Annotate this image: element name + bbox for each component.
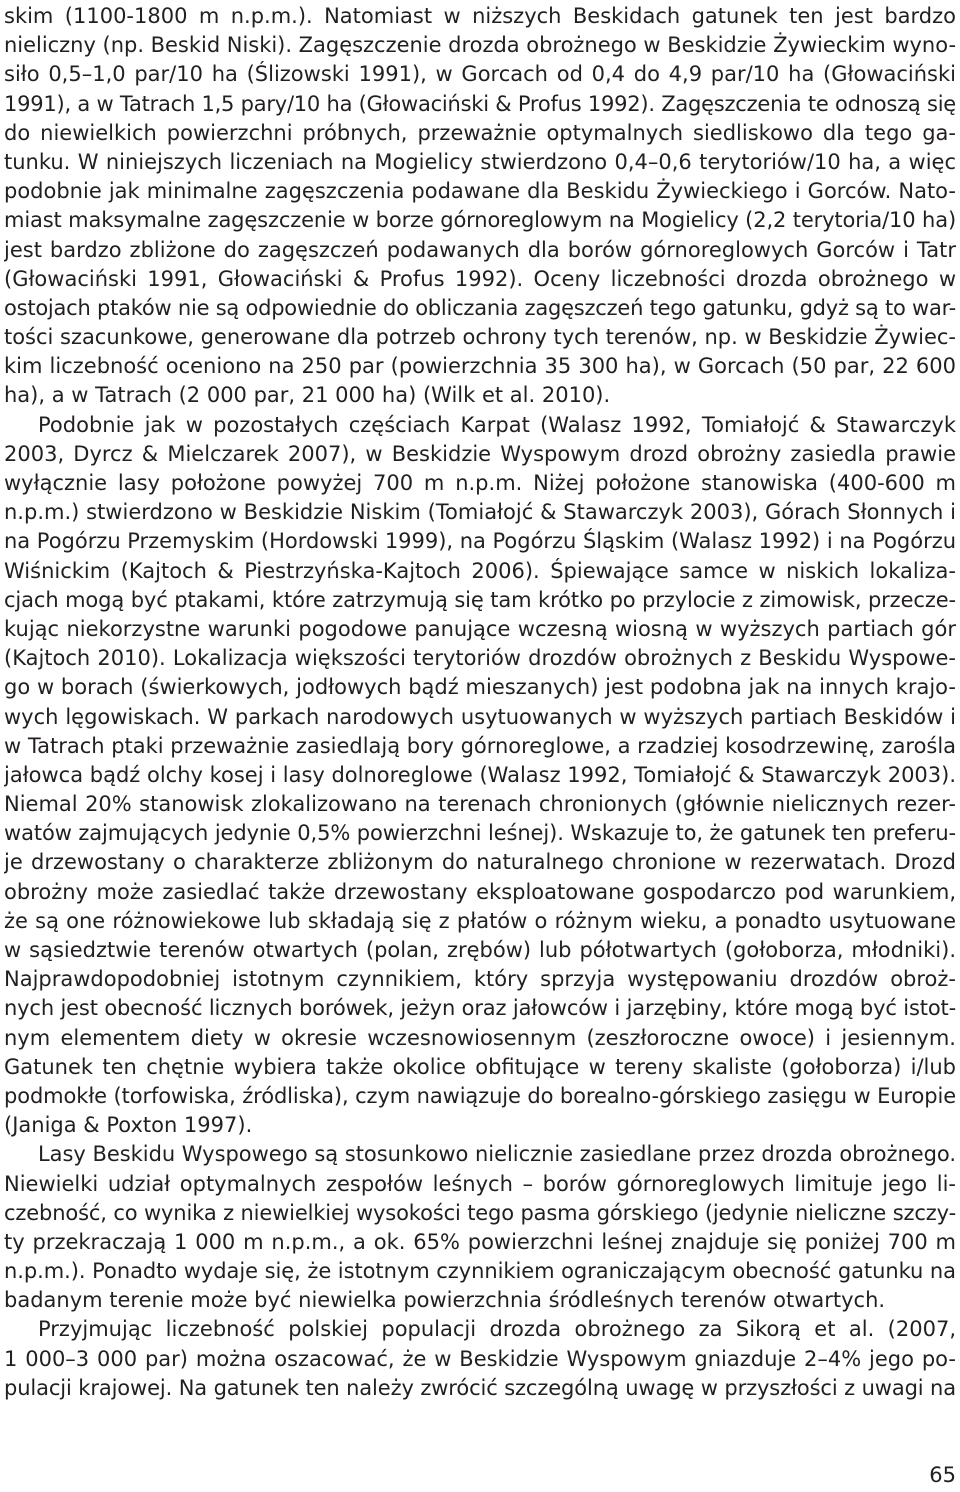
text-line: ostojach ptaków nie są odpowiednie do obliczania zagęszczeń tego gatunku, gdyż są to war-: [4, 295, 956, 320]
text-line: Gatunek ten chętnie wybiera także okolice obfitujące w tereny skaliste (gołoborza) i/lub: [4, 1054, 956, 1079]
text-line: jest bardzo zbliżone do zagęszczeń podawanych dla borów górnoreglowych Gorców i Tatr: [4, 237, 956, 262]
paragraph: [4, 411, 956, 1141]
text-line: do niewielkich powierzchni próbnych, przeważnie optymalnych siedliskowo dla tego ga-: [4, 120, 956, 145]
text-line: 1 000–3 000 par) można oszacować, że w Beskidzie Wyspowym gniazduje 2–4% jego po-: [4, 1346, 956, 1371]
text-line: na Pogórzu Przemyskim (Hordowski 1999), na Pogórzu Śląskim (Walasz 1992) i na Pogórzu: [4, 529, 956, 554]
text-line: tunku. W niniejszych liczeniach na Mogielicy stwierdzono 0,4–0,6 terytoriów/10 ha, a więc: [4, 149, 956, 174]
text-line: podobnie jak minimalne zagęszczenia podawane dla Beskidu Żywieckiego i Gorców. Nato-: [4, 179, 956, 204]
text-line: (Janiga & Poxton 1997).: [4, 1113, 253, 1138]
text-line: kim liczebność oceniono na 250 par (powierzchnia 35 300 ha), w Gorcach (50 par, 22 600: [4, 354, 956, 379]
text-line: w Tatrach ptaki przeważnie zasiedlają bory górnoreglowe, a rzadziej kosodrzewinę, zarośla: [4, 733, 956, 758]
text-line: 2003, Dyrcz & Mielczarek 2007), w Beskidzie Wyspowym drozd obrożny zasiedla prawie: [4, 441, 956, 466]
text-line: je drzewostany o charakterze zbliżonym do naturalnego chronione w rezerwatach. Drozd: [4, 850, 956, 875]
paragraph: [4, 2, 956, 411]
text-line: tości szacunkowe, generowane dla potrzeb ochrony tych terenów, np. w Beskidzie Żywiec-: [4, 325, 956, 350]
text-line: miast maksymalne zagęszczenie w borze górnoreglowym na Mogielicy (2,2 terytoria/10 ha): [4, 208, 956, 233]
text-line: nych jest obecność licznych borówek, jeżyn oraz jałowców i jarzębiny, które mogą być istot-: [4, 996, 956, 1021]
text-line: obrożny może zasiedlać także drzewostany eksploatowane gospodarczo pod warunkiem,: [4, 879, 956, 904]
text-line: n.p.m.). Ponadto wydaje się, że istotnym czynnikiem ograniczającym obecność gatunku na: [4, 1259, 956, 1284]
text-line: 1991), a w Tatrach 1,5 pary/10 ha (Głowaciński & Profus 1992). Zagęszczenia te odnoszą się: [4, 91, 956, 116]
text-line: wych lęgowiskach. W parkach narodowych usytuowanych w wyższych partiach Beskidów i: [4, 704, 956, 729]
text-line: Przyjmując liczebność polskiej populacji drozda obrożnego za Sikorą et al. (2007,: [38, 1317, 956, 1342]
text-line: siło 0,5–1,0 par/10 ha (Ślizowski 1991), w Gorcach od 0,4 do 4,9 par/10 ha (Głowaciński: [4, 62, 956, 87]
text-line: go w borach (świerkowych, jodłowych bądź mieszanych) jest podobna jak na innych krajo-: [4, 675, 956, 700]
text-line: ty przekraczają 1 000 m n.p.m., a ok. 65% powierzchni leśnej znajduje się poniżej 700 m: [4, 1229, 956, 1254]
text-line: pulacji krajowej. Na gatunek ten należy zwrócić szczególną uwagę w przyszłości z uwagi na: [4, 1375, 956, 1400]
text-line: Lasy Beskidu Wyspowego są stosunkowo nielicznie zasiedlane przez drozda obrożnego.: [38, 1142, 956, 1167]
text-line: Wiśnickim (Kajtoch & Piestrzyńska-Kajtoch 2006). Śpiewające samce w niskich lokaliza-: [4, 558, 956, 583]
text-line: skim (1100-1800 m n.p.m.). Natomiast w niższych Beskidach gatunek ten jest bardzo: [4, 4, 956, 28]
text-line: (Głowaciński 1991, Głowaciński & Profus 1992). Oceny liczebności drozda obrożnego w: [4, 266, 956, 291]
text-line: Niemal 20% stanowisk zlokalizowano na terenach chronionych (głównie nielicznych rezer-: [4, 792, 956, 817]
text-line: Niewielki udział optymalnych zespołów leśnych – borów górnoreglowych limituje jego li-: [4, 1171, 956, 1196]
text-line: ha), a w Tatrach (2 000 par, 21 000 ha) (Wilk et al. 2010).: [4, 383, 611, 408]
text-line: jałowca bądź olchy kosej i lasy dolnoreglowe (Walasz 1992, Tomiałojć & Stawarczyk 2003).: [4, 762, 956, 787]
text-line: badanym terenie może być niewielka powierzchnia śródleśnych terenów otwartych.: [4, 1288, 886, 1313]
text-line: że są one różnowiekowe lub składają się z płatów o różnym wieku, a ponadto usytuowane: [4, 908, 956, 933]
text-line: cjach mogą być ptakami, które zatrzymują się tam krótko po przylocie z zimowisk, przecze-: [4, 587, 956, 612]
text-line: Najprawdopodobniej istotnym czynnikiem, który sprzyja występowaniu drozdów obroż-: [4, 967, 956, 992]
text-line: wyłącznie lasy położone powyżej 700 m n.p.m. Niżej położone stanowiska (400-600 m: [4, 471, 956, 495]
text-line: nieliczny (np. Beskid Niski). Zagęszczenie drozda obrożnego w Beskidzie Żywieckim wyno-: [4, 33, 956, 58]
text-line: watów zajmujących jedynie 0,5% powierzchni leśnej). Wskazuje to, że gatunek ten preferu-: [4, 821, 956, 846]
text-line: n.p.m.) stwierdzono w Beskidzie Niskim (Tomiałojć & Stawarczyk 2003), Górach Słonnych i: [4, 500, 956, 525]
page-number: 65: [929, 1463, 956, 1487]
text-line: czebność, co wynika z niewielkiej wysokości tego pasma górskiego (jedynie nieliczne szczy-: [4, 1200, 956, 1225]
text-line: podmokłe (torfowiska, źródliska), czym nawiązuje do borealno-górskiego zasięgu w Europie: [4, 1083, 956, 1108]
paragraph: [4, 1140, 956, 1315]
text-line: kując niekorzystne warunki pogodowe panujące wczesną wiosną w wyższych partiach gór: [4, 616, 956, 641]
text-line: (Kajtoch 2010). Lokalizacja większości terytoriów drozdów obrożnych z Beskidu Wyspowe-: [4, 646, 956, 671]
page-body: [4, 2, 956, 1403]
paragraph: [4, 1315, 956, 1403]
text-line: w sąsiedztwie terenów otwartych (polan, zrębów) lub półotwartych (gołoborza, młodniki).: [4, 938, 956, 962]
text-line: Podobnie jak w pozostałych częściach Karpat (Walasz 1992, Tomiałojć & Stawarczyk: [38, 412, 956, 437]
text-line: nym elementem diety w okresie wczesnowiosennym (zeszłoroczne owoce) i jesiennym.: [4, 1025, 956, 1050]
